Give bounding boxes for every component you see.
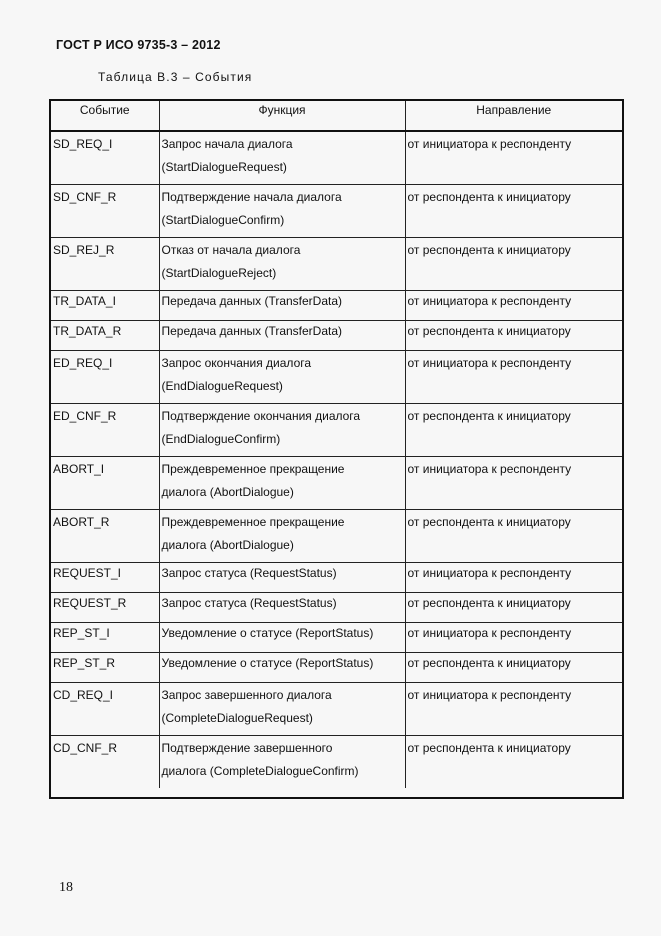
event-cell: TR_DATA_I xyxy=(51,291,159,321)
table-row xyxy=(51,593,622,623)
event-cell: CD_REQ_I xyxy=(51,683,159,736)
function-line: диалога (AbortDialogue) xyxy=(161,485,294,499)
table-row xyxy=(51,291,622,321)
direction-cell: от респондента к инициатору xyxy=(405,510,622,563)
event-cell: ED_CNF_R xyxy=(51,404,159,457)
function-cell xyxy=(159,683,405,736)
function-cell xyxy=(159,185,405,238)
direction-cell: от инициатора к респонденту xyxy=(405,623,622,653)
function-cell xyxy=(159,623,405,653)
table-row xyxy=(51,321,622,351)
event-cell: SD_CNF_R xyxy=(51,185,159,238)
function-line: Уведомление о статусе (ReportStatus) xyxy=(161,656,374,670)
function-cell xyxy=(159,457,405,510)
table-row xyxy=(51,736,622,789)
function-line: (EndDialogueConfirm) xyxy=(161,432,281,446)
direction-cell: от инициатора к респонденту xyxy=(405,351,622,404)
function-cell xyxy=(159,321,405,351)
event-cell: ABORT_R xyxy=(51,510,159,563)
table-row xyxy=(51,351,622,404)
function-cell xyxy=(159,131,405,185)
function-line: (StartDialogueReject) xyxy=(161,266,277,280)
function-line: диалога (CompleteDialogueConfirm) xyxy=(161,764,359,778)
function-cell xyxy=(159,510,405,563)
table-row xyxy=(51,238,622,291)
table-row xyxy=(51,457,622,510)
table-row xyxy=(51,185,622,238)
table-row xyxy=(51,653,622,683)
event-cell: ED_REQ_I xyxy=(51,351,159,404)
direction-cell: от респондента к инициатору xyxy=(405,185,622,238)
direction-cell: от респондента к инициатору xyxy=(405,736,622,789)
function-line: (CompleteDialogueRequest) xyxy=(161,711,313,725)
table-row xyxy=(51,623,622,653)
function-line: Запрос статуса (RequestStatus) xyxy=(161,596,337,610)
column-header-event: Событие xyxy=(51,101,159,131)
function-line: Подтверждение окончания диалога xyxy=(161,409,361,423)
function-line: Подтверждение начала диалога xyxy=(161,190,342,204)
direction-cell: от респондента к инициатору xyxy=(405,653,622,683)
table-row xyxy=(51,563,622,593)
function-cell xyxy=(159,563,405,593)
table-row xyxy=(51,131,622,185)
function-line: диалога (AbortDialogue) xyxy=(161,538,294,552)
event-cell: TR_DATA_R xyxy=(51,321,159,351)
function-line: Уведомление о статусе (ReportStatus) xyxy=(161,626,374,640)
function-cell xyxy=(159,653,405,683)
function-line: (StartDialogueRequest) xyxy=(161,160,287,174)
function-cell xyxy=(159,736,405,789)
function-line: (EndDialogueRequest) xyxy=(161,379,283,393)
function-line: Запрос окончания диалога xyxy=(161,356,312,370)
function-line: Запрос статуса (RequestStatus) xyxy=(161,566,337,580)
event-cell: ABORT_I xyxy=(51,457,159,510)
table-row xyxy=(51,683,622,736)
event-cell: REQUEST_R xyxy=(51,593,159,623)
column-header-direction: Направление xyxy=(405,101,622,131)
event-cell: SD_REQ_I xyxy=(51,131,159,185)
event-cell: REQUEST_I xyxy=(51,563,159,593)
column-header-function: Функция xyxy=(159,101,405,131)
function-line: Преждевременное прекращение xyxy=(161,515,345,529)
event-cell: REP_ST_I xyxy=(51,623,159,653)
event-cell: CD_CNF_R xyxy=(51,736,159,789)
direction-cell: от инициатора к респонденту xyxy=(405,131,622,185)
table-caption: Таблица В.3 – События xyxy=(98,70,253,84)
function-line: Подтверждение завершенного xyxy=(161,741,333,755)
events-table xyxy=(51,101,622,788)
function-cell xyxy=(159,351,405,404)
table-row xyxy=(51,510,622,563)
direction-cell: от инициатора к респонденту xyxy=(405,683,622,736)
event-cell: REP_ST_R xyxy=(51,653,159,683)
direction-cell: от респондента к инициатору xyxy=(405,321,622,351)
function-line: Передача данных (TransferData) xyxy=(161,294,343,308)
function-line: Передача данных (TransferData) xyxy=(161,324,343,338)
table-body xyxy=(51,131,622,788)
event-cell: SD_REJ_R xyxy=(51,238,159,291)
direction-cell: от инициатора к респонденту xyxy=(405,563,622,593)
function-cell xyxy=(159,404,405,457)
function-cell xyxy=(159,593,405,623)
document-header: ГОСТ Р ИСО 9735-3 – 2012 xyxy=(56,38,221,52)
table-row xyxy=(51,404,622,457)
page-number: 18 xyxy=(59,880,73,895)
direction-cell: от респондента к инициатору xyxy=(405,404,622,457)
direction-cell: от респондента к инициатору xyxy=(405,238,622,291)
direction-cell: от инициатора к респонденту xyxy=(405,291,622,321)
function-cell xyxy=(159,291,405,321)
function-line: Запрос начала диалога xyxy=(161,137,293,151)
function-line: Запрос завершенного диалога xyxy=(161,688,332,702)
function-line: Отказ от начала диалога xyxy=(161,243,301,257)
function-line: Преждевременное прекращение xyxy=(161,462,345,476)
direction-cell: от респондента к инициатору xyxy=(405,593,622,623)
function-cell xyxy=(159,238,405,291)
function-line: (StartDialogueConfirm) xyxy=(161,213,285,227)
direction-cell: от инициатора к респонденту xyxy=(405,457,622,510)
table-header-row xyxy=(51,101,622,131)
events-table-frame xyxy=(49,99,624,799)
